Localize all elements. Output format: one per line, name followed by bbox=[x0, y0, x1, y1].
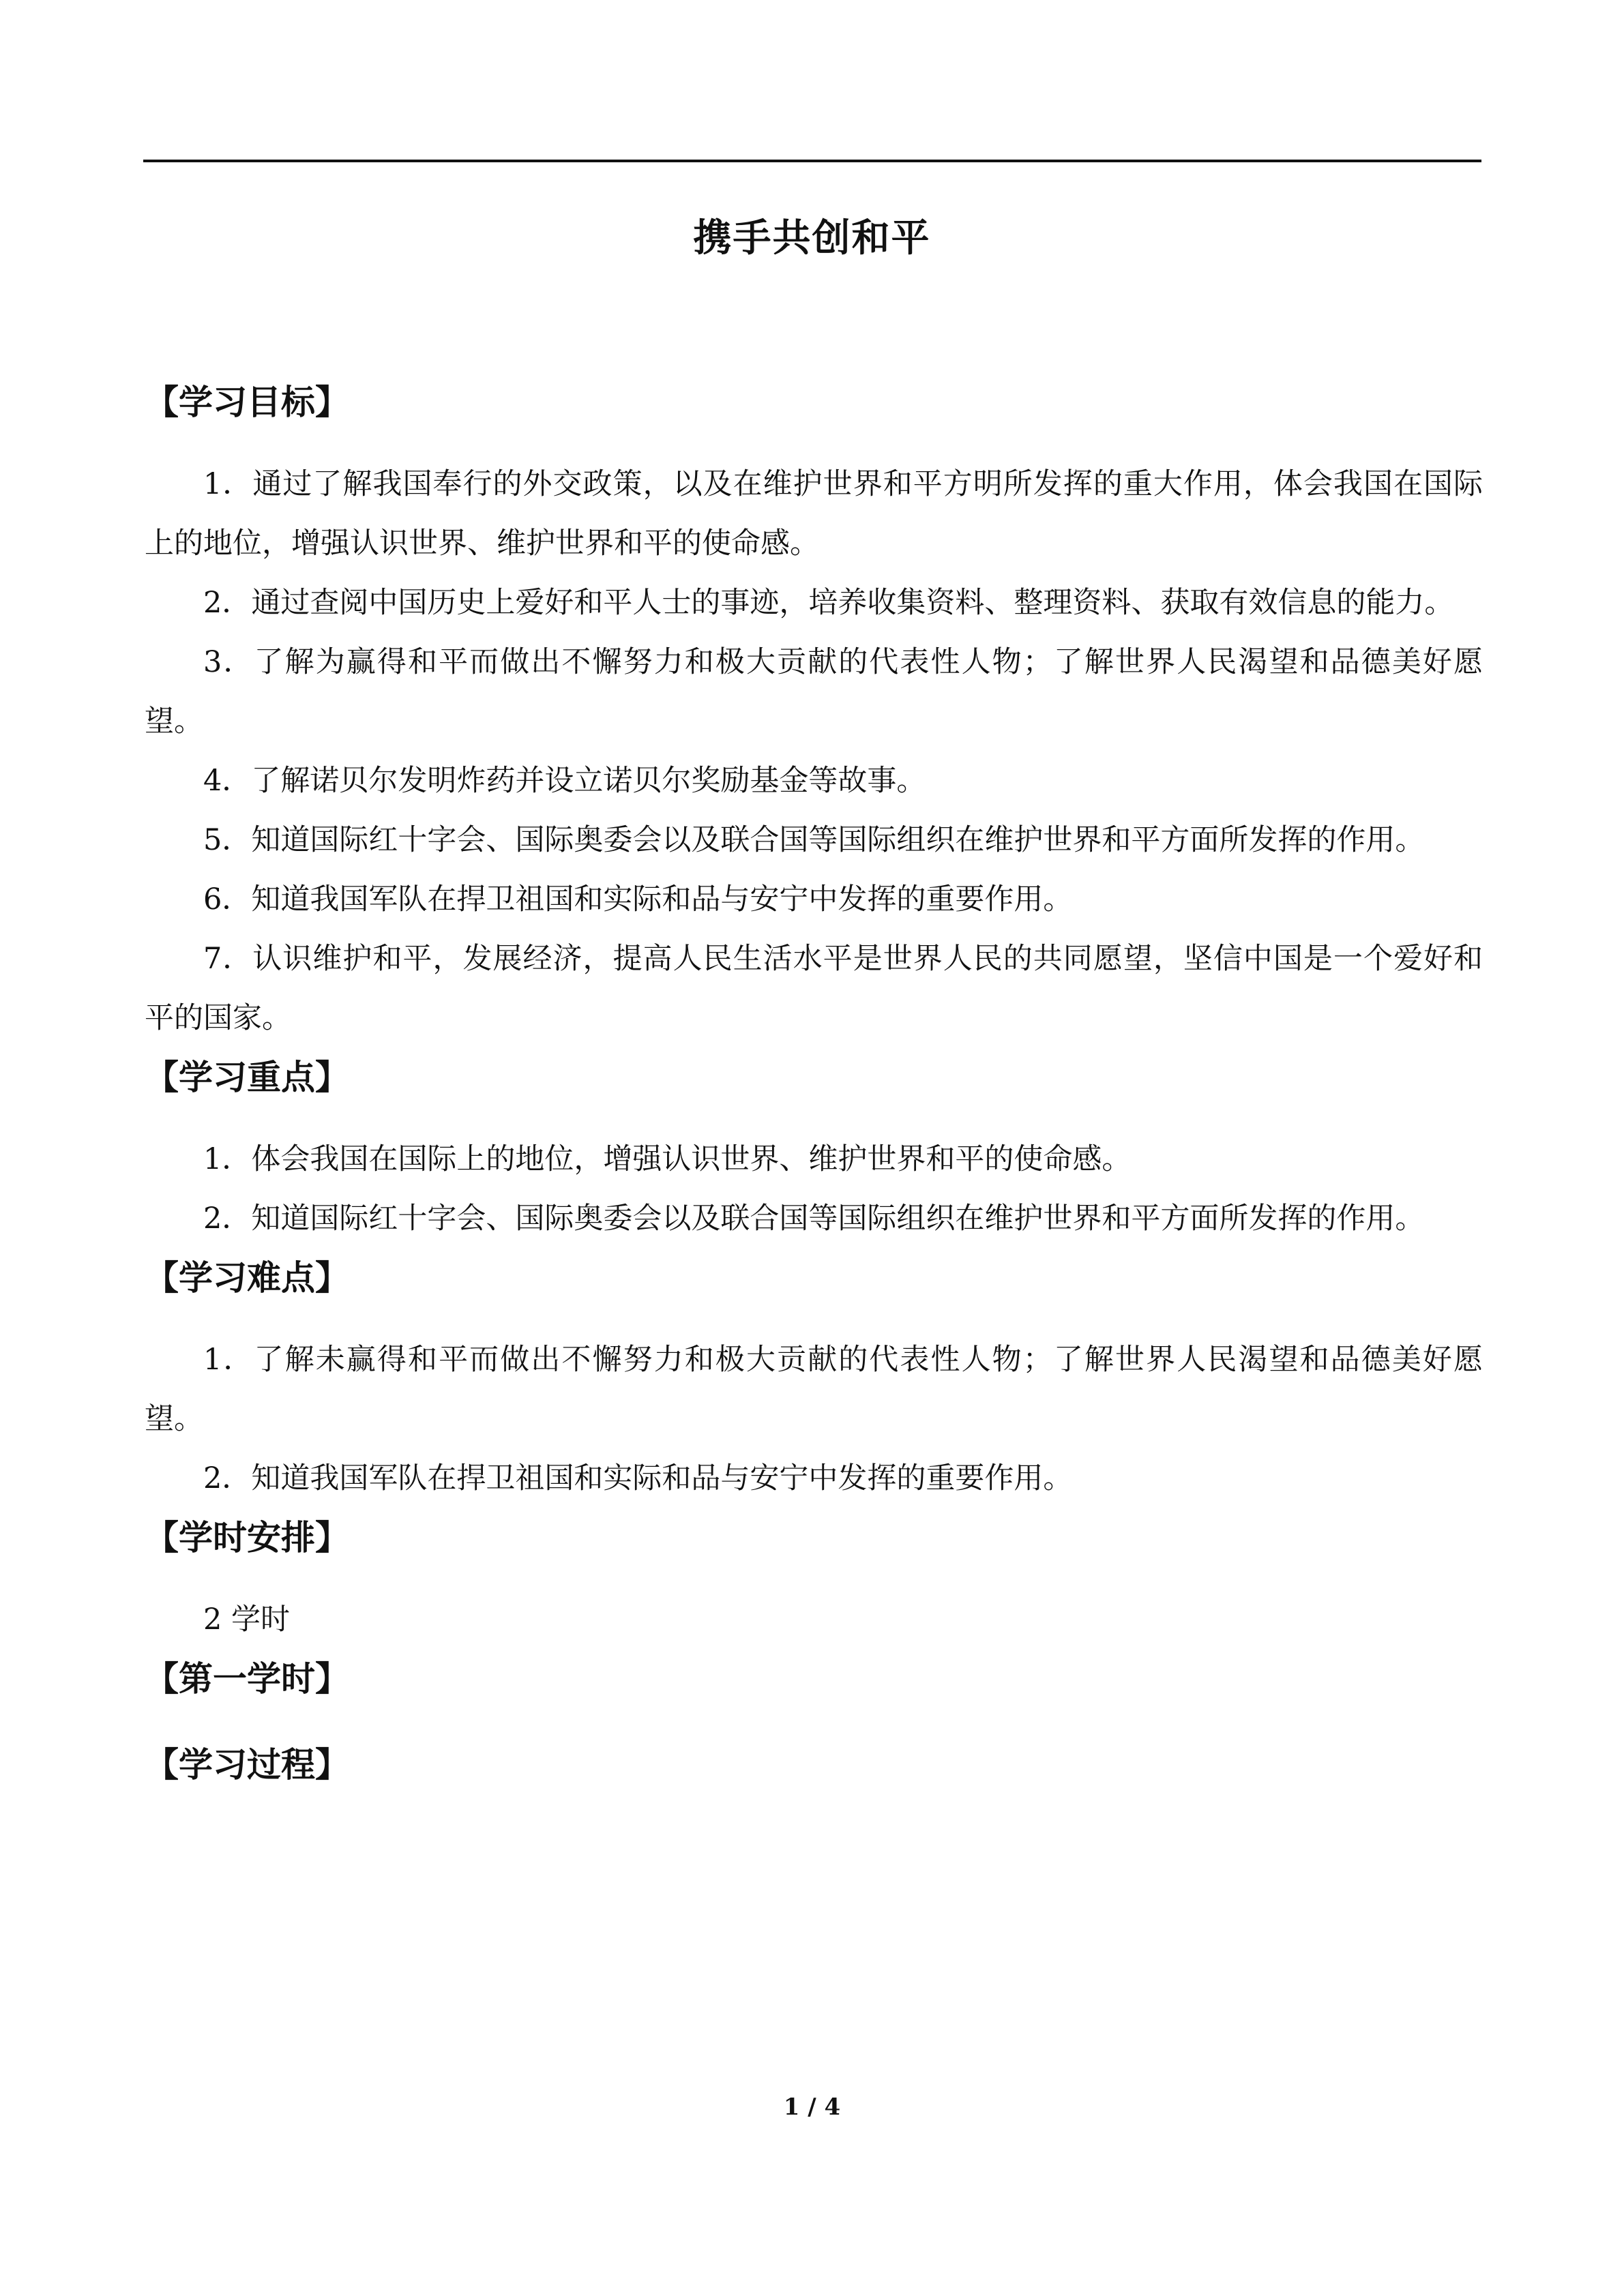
objective-item-7: 7．认识维护和平，发展经济，提高人民生活水平是世界人民的共同愿望，坚信中国是一个爱好和平的国家。 bbox=[145, 942, 1483, 1035]
schedule-text: 2 学时 bbox=[203, 1602, 291, 1637]
objective-item-2: 2．通过查阅中国历史上爱好和平人士的事迹，培养收集资料、整理资料、获取有效信息的能力。 bbox=[203, 586, 1454, 620]
difficulty-item-2: 2．知道我国军队在捍卫祖国和实际和品与安宁中发挥的重要作用。 bbox=[203, 1461, 1073, 1495]
objective-item-3: 3．了解为赢得和平而做出不懈努力和极大贡献的代表性人物；了解世界人民渴望和品德美好愿望。 bbox=[145, 645, 1483, 739]
objective-item-6: 6．知道我国军队在捍卫祖国和实际和品与安宁中发挥的重要作用。 bbox=[203, 882, 1073, 916]
page-number: 1 / 4 bbox=[783, 2093, 841, 2121]
document-title: 携手共创和平 bbox=[693, 216, 931, 260]
process-heading: 【学习过程】 bbox=[145, 1745, 349, 1785]
first-period-heading: 【第一学时】 bbox=[145, 1659, 349, 1699]
objective-item-1: 1．通过了解我国奉行的外交政策，以及在维护世界和平方明所发挥的重大作用，体会我国在国际上的地位，增强认识世界、维护世界和平的使命感。 bbox=[145, 467, 1483, 561]
difficulty-item-1: 1．了解未赢得和平而做出不懈努力和极大贡献的代表性人物；了解世界人民渴望和品德美好愿望。 bbox=[145, 1343, 1483, 1436]
objective-item-4: 4．了解诺贝尔发明炸药并设立诺贝尔奖励基金等故事。 bbox=[203, 764, 926, 798]
objective-item-5: 5．知道国际红十字会、国际奥委会以及联合国等国际组织在维护世界和平方面所发挥的作用。 bbox=[203, 823, 1425, 857]
key-points-heading: 【学习重点】 bbox=[145, 1058, 349, 1097]
key-point-item-2: 2．知道国际红十字会、国际奥委会以及联合国等国际组织在维护世界和平方面所发挥的作用。 bbox=[203, 1202, 1425, 1236]
objectives-heading: 【学习目标】 bbox=[145, 383, 349, 422]
header-rule bbox=[143, 160, 1481, 162]
document-body bbox=[145, 378, 1483, 1789]
schedule-heading: 【学时安排】 bbox=[145, 1518, 349, 1557]
key-point-item-1: 1．体会我国在国际上的地位，增强认识世界、维护世界和平的使命感。 bbox=[203, 1142, 1132, 1176]
difficulties-heading: 【学习难点】 bbox=[145, 1258, 349, 1298]
